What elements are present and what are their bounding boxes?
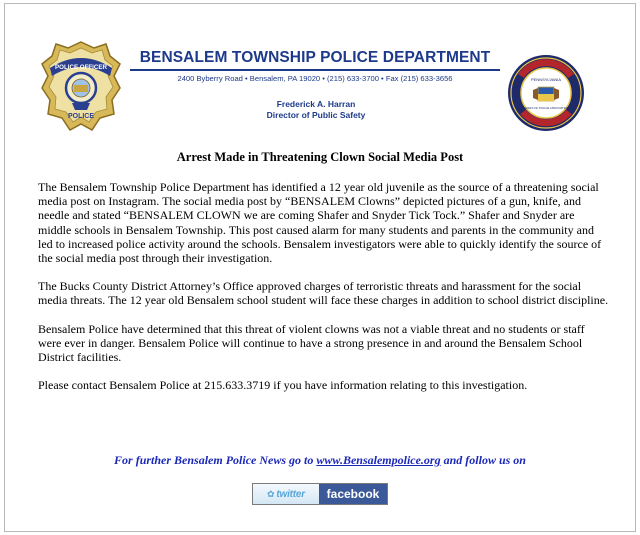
twitter-bird-icon: ✿ (267, 488, 275, 499)
twitter-button[interactable] (253, 484, 319, 504)
badge-top-text: POLICE OFFICER (55, 64, 107, 71)
social-links (252, 483, 388, 505)
website-link[interactable]: www.Bensalempolice.org (316, 453, 441, 467)
accreditation-seal-logo (507, 54, 585, 132)
article-title: Arrest Made in Threatening Clown Social Media Post (176, 150, 464, 164)
department-name: BENSALEM TOWNSHIP POLICE DEPARTMENT (139, 49, 491, 66)
seal-assoc-text: CHIEFS OF POLICE ASSOCIATION (523, 106, 569, 110)
twitter-label: twitter (276, 488, 305, 500)
facebook-label: facebook (326, 487, 380, 501)
further-news-suffix: and follow us on (440, 453, 526, 467)
header-rule (130, 69, 500, 71)
article-body (38, 180, 610, 406)
further-news-line (0, 453, 640, 468)
director-name: Frederick A. Harran (276, 99, 356, 109)
badge-bottom-text: POLICE (67, 113, 95, 120)
facebook-button[interactable] (319, 484, 387, 504)
article-paragraph: Bensalem Police have determined that this threat of violent clowns was not a viable threat and no students or staff were ever in danger. Bensalem Police will continue to have a strong presence in and around the Bensalem School District facilities. (38, 321, 585, 365)
article-paragraph: Please contact Bensalem Police at 215.633.3719 if you have information relating to this investigation. (38, 378, 528, 393)
seal-state-text: PENNSYLVANIA (530, 77, 562, 82)
further-news-prefix: For further Bensalem Police News go to (114, 453, 317, 467)
department-address: 2400 Byberry Road • Bensalem, PA 19020 • (215) 633-3700 • Fax (215) 633-3656 (177, 74, 453, 83)
letterhead (130, 49, 500, 84)
director-block (226, 99, 406, 121)
article-paragraph: The Bensalem Township Police Department has identified a 12 year old juvenile as the source of a threatening social media post on Instagram. The social media post by “BENSALEM Clowns” depicted pictures of a gun, knife, and needle and stated “BENSALEM CLOWN we are coming Shafer and Snyder Tick Tock.” Shafer and Snyder are middle schools in Bensalem Township. This post caused alarm for many students and parents in the community and led to increased police activity around the schools. Bensalem investigators were able to quickly identify the source of the social media post through their investigation. (38, 180, 602, 266)
police-badge-logo (40, 40, 122, 132)
article-paragraph: The Bucks County District Attorney’s Office approved charges of terroristic threats and harassment for the social media threats. The 12 year old Bensalem school student will face these charges in addition to school district discipline. (38, 279, 609, 308)
director-title: Director of Public Safety (266, 110, 366, 120)
